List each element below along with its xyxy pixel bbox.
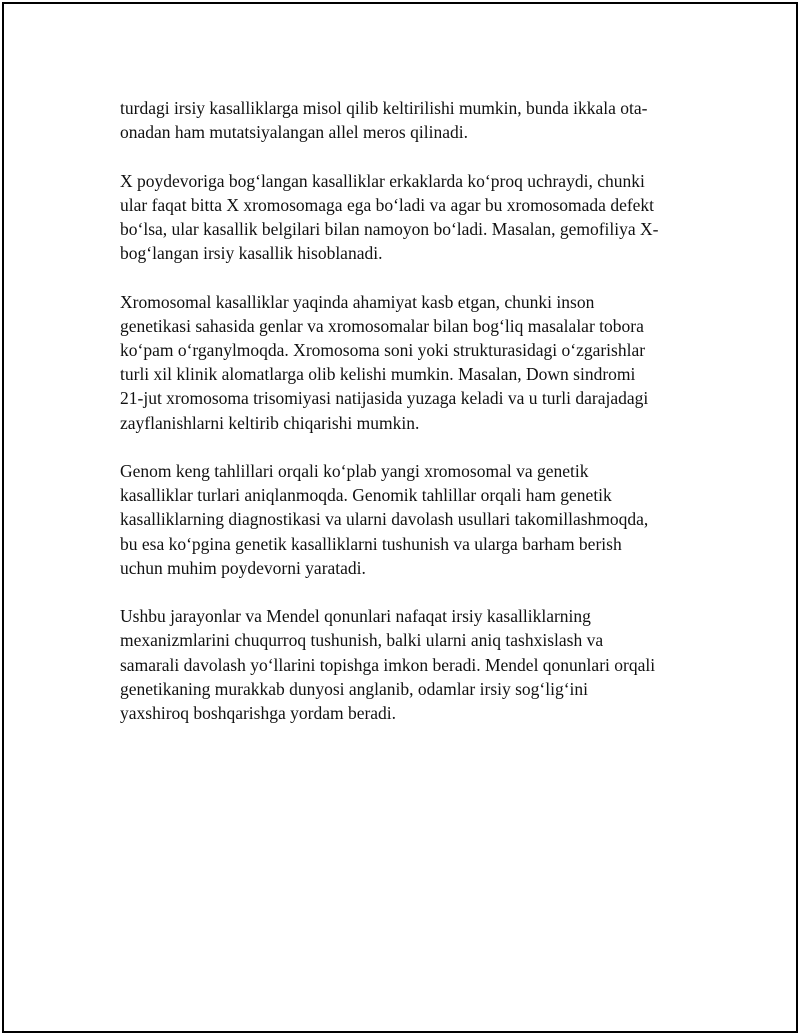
text-line: bog‘langan irsiy kasallik hisoblanadi. bbox=[120, 243, 383, 264]
text-line: ko‘pam o‘rganylmoqda. Xromosoma soni yoki strukturasidagi o‘zgarishlar bbox=[120, 340, 646, 360]
paragraph-4 bbox=[120, 459, 690, 580]
text-line: kasalliklar turlari aniqlanmoqda. Genomik tahlillar orqali ham genetik bbox=[120, 485, 612, 506]
document-body bbox=[120, 96, 690, 749]
text-line: onadan ham mutatsiyalangan allel meros qilinadi. bbox=[120, 122, 468, 143]
text-line: samarali davolash yo‘llarini topishga imkon beradi. Mendel qonunlari orqali bbox=[120, 654, 656, 675]
text-line: bu esa ko‘pgina genetik kasalliklarni tushunish va ularga barham berish bbox=[120, 533, 622, 554]
text-line: genetikasi sahasida genlar va xromosomalar bilan bog‘liq masalalar tobora bbox=[120, 315, 644, 336]
text-line: bo‘lsa, ular kasallik belgilari bilan namoyon bo‘ladi. Masalan, gemofiliya X- bbox=[120, 219, 659, 239]
text-line: mexanizmlarini chuqurroq tushunish, balki ularni aniq tashxislash va bbox=[120, 630, 604, 651]
page-frame bbox=[2, 2, 798, 1033]
paragraph-5 bbox=[120, 604, 690, 725]
text-line: X poydevoriga bog‘langan kasalliklar erkaklarda ko‘proq uchraydi, chunki bbox=[120, 170, 645, 191]
text-line: uchun muhim poydevorni yaratadi. bbox=[120, 557, 366, 578]
text-line: ular faqat bitta X xromosomaga ega bo‘ladi va agar bu xromosomada defekt bbox=[120, 194, 655, 215]
paragraph-1 bbox=[120, 96, 690, 144]
text-line: kasalliklarning diagnostikasi va ularni davolash usullari takomillashmoqda, bbox=[120, 509, 649, 530]
text-line: Xromosomal kasalliklar yaqinda ahamiyat kasb etgan, chunki inson bbox=[120, 291, 595, 312]
text-line: 21-jut xromosoma trisomiyasi natijasida yuzaga keladi va u turli darajadagi bbox=[120, 388, 649, 409]
text-line: genetikaning murakkab dunyosi anglanib, odamlar irsiy sog‘lig‘ini bbox=[120, 678, 589, 699]
paragraph-2 bbox=[120, 169, 690, 266]
text-line: zayflanishlarni keltirib chiqarishi mumkin. bbox=[120, 412, 420, 433]
text-line: turli xil klinik alomatlarga olib kelishi mumkin. Masalan, Down sindromi bbox=[120, 364, 636, 385]
text-line: yaxshiroq boshqarishga yordam beradi. bbox=[120, 703, 397, 724]
text-line: Genom keng tahlillari orqali ko‘plab yangi xromosomal va genetik bbox=[120, 461, 589, 481]
paragraph-3 bbox=[120, 290, 690, 435]
text-line: turdagi irsiy kasalliklarga misol qilib keltirilishi mumkin, bunda ikkala ota- bbox=[120, 98, 648, 118]
text-line: Ushbu jarayonlar va Mendel qonunlari nafaqat irsiy kasalliklarning bbox=[120, 606, 591, 627]
